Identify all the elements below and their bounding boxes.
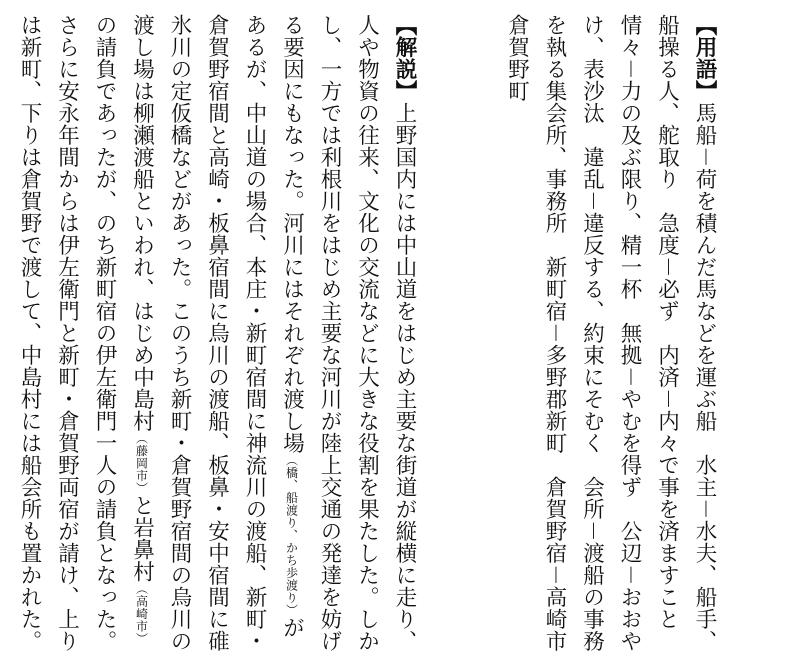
glossary-block [498, 14, 723, 654]
vertical-text-body [8, 14, 798, 654]
glossary-heading: 【用語】 [692, 14, 717, 102]
commentary-heading: 【解説】 [392, 14, 417, 102]
glossary-line: 汰 違乱－違反する、約束にそむく 会所－渡船の事務を執る集会所、 [542, 14, 605, 653]
inline-note: （橋、船渡り、かち歩渡り） [284, 454, 299, 617]
glossary-line: －力の及ぶ限り、精一杯 無拠－やむを得ず 公辺－おおやけ、表沙 [579, 14, 642, 653]
commentary-text: と岩鼻村 [129, 494, 155, 583]
commentary-text: があるが、中山道の場合、本庄・新町宿間に神流川の渡船、新町・倉賀野宿間と高崎・板鼻宿間に烏川の渡船、板鼻・安中宿間に碓氷川の定仮橋などがあった。このうち新町・倉賀野宿間の烏川の渡し場は柳瀬渡船といわれ、はじめ中島村 [129, 14, 305, 652]
commentary-text: 上野国内には中山道をはじめ主要な街道が縦横に走り、人や物資の往来、文化の交流などに大きな役割を果たした。しかし、一方では利根川をはじめ主要な河川が陸上交通の発達を妨げる要因にもなった。河川にはそれぞれ渡し場 [279, 14, 417, 652]
glossary-line: 馬船－荷を積んだ馬などを運ぶ船 水主－水夫、船手、船 [654, 14, 717, 653]
glossary-line: 事務所 新町宿－多野郡新町 倉賀野宿－高崎市倉賀野町 [504, 14, 567, 653]
commentary-block [11, 14, 424, 654]
inline-note: （藤岡市） [134, 432, 149, 495]
glossary-line: 操る人、舵取り 急度－必ず 内済－内々で事を済ますこと 情々 [617, 14, 680, 653]
inline-note: （高崎市） [134, 582, 149, 645]
commentary-text: の請負であったが、のち新町宿の伊左衛門一人の請負となった。さらに安永年間からは伊左衛門と新町・倉賀野両宿が請け、上りは新町、下りは倉賀野で渡して、中島村には船会所も置かれた。 [17, 14, 117, 652]
